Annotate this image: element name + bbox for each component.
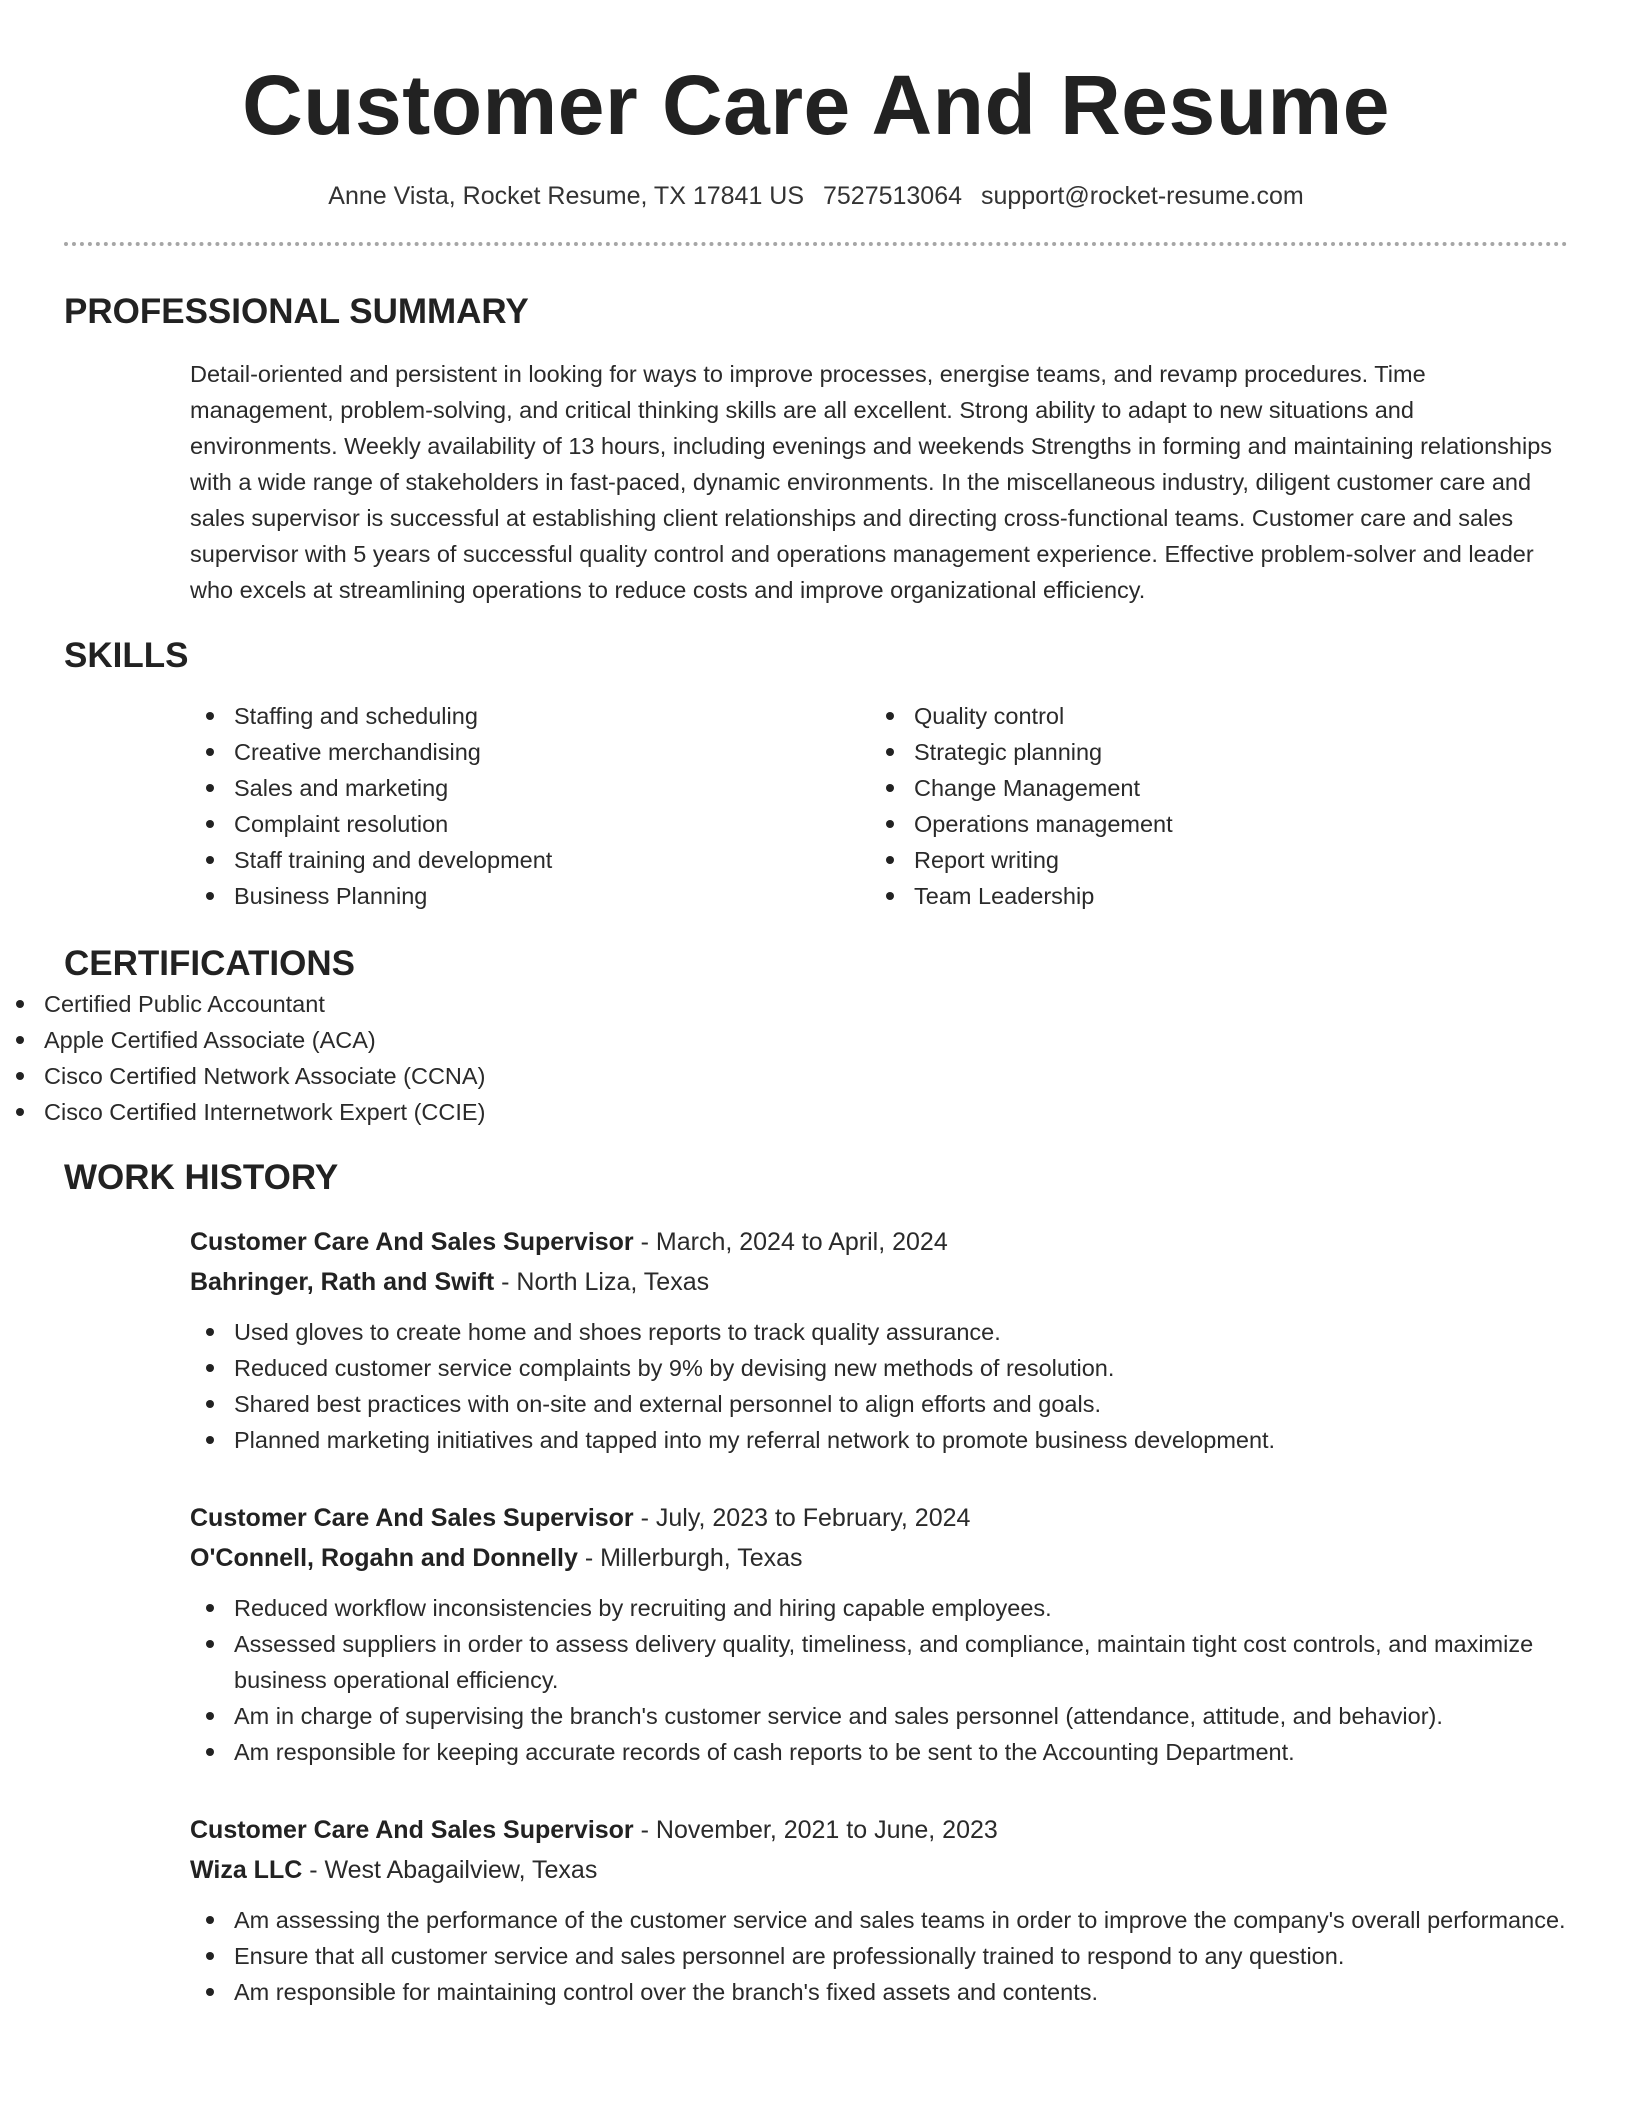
- certifications-heading: CERTIFICATIONS: [64, 944, 356, 983]
- job-company-line: [190, 1262, 1568, 1302]
- job-company-line: [190, 1538, 1568, 1578]
- job-duty: Reduced customer service complaints by 9% by devising new methods of resolution.: [190, 1350, 1568, 1386]
- skill-item: Creative merchandising: [190, 734, 870, 770]
- job-duties: [190, 1902, 1568, 2010]
- job-company: Wiza LLC: [190, 1856, 303, 1884]
- certification-item: Cisco Certified Network Associate (CCNA): [0, 1058, 1632, 1094]
- work-history-heading: WORK HISTORY: [64, 1158, 339, 1197]
- skill-item: Strategic planning: [870, 734, 1550, 770]
- job-location: - West Abagailview, Texas: [302, 1856, 598, 1884]
- job-duty: Am in charge of supervising the branch's customer service and sales personnel (attendance, attitude, and behavior).: [190, 1698, 1568, 1734]
- job-entry: [190, 1222, 1568, 1458]
- job-entry: [190, 1498, 1568, 1770]
- job-role-line: [190, 1810, 1568, 1850]
- contact-phone: 7527513064: [822, 182, 963, 210]
- summary-text: Detail-oriented and persistent in looking for ways to improve processes, energise teams, and revamp procedures. Time management, problem-solving, and critical thinking skills are all excellent. Strong ability to adapt to new situations and environments. Weekly availability of 13 hours, including evenings and weekends Strengths in forming and maintaining relationships with a wide range of stakeholders in fast-paced, dynamic environments. In the miscellaneous industry, diligent customer care and sales supervisor is successful at establishing client relationships and directing cross-functional teams. Customer care and sales supervisor with 5 years of successful quality control and operations management experience. Effective problem-solver and leader who excels at streamlining operations to reduce costs and improve organizational efficiency.: [190, 361, 1553, 603]
- contact-email: support@rocket-resume.com: [980, 182, 1304, 210]
- job-duty: Ensure that all customer service and sales personnel are professionally trained to respond to any question.: [190, 1938, 1568, 1974]
- job-role: Customer Care And Sales Supervisor: [190, 1816, 634, 1844]
- skill-item: Complaint resolution: [190, 806, 870, 842]
- skills-heading: SKILLS: [64, 636, 189, 675]
- skill-item: Operations management: [870, 806, 1550, 842]
- job-company: O'Connell, Rogahn and Donnelly: [190, 1544, 578, 1572]
- job-duty: Used gloves to create home and shoes reports to track quality assurance.: [190, 1314, 1568, 1350]
- job-role-line: [190, 1498, 1568, 1538]
- job-duties: [190, 1314, 1568, 1458]
- skill-item: Staffing and scheduling: [190, 698, 870, 734]
- job-location: - Millerburgh, Texas: [577, 1544, 803, 1572]
- skill-item: Report writing: [870, 842, 1550, 878]
- job-dates: - November, 2021 to June, 2023: [633, 1816, 998, 1844]
- header-divider: [64, 242, 1568, 246]
- certifications-list: [0, 986, 1632, 1130]
- skills-list-left: [190, 698, 870, 914]
- skill-item: Business Planning: [190, 878, 870, 914]
- job-entry: [190, 1810, 1568, 2010]
- job-duty: Am assessing the performance of the customer service and sales teams in order to improve the company's overall performance.: [190, 1902, 1568, 1938]
- job-duty: Shared best practices with on-site and external personnel to align efforts and goals.: [190, 1386, 1568, 1422]
- job-company-line: [190, 1850, 1568, 1890]
- job-role-line: [190, 1222, 1568, 1262]
- certification-item: Certified Public Accountant: [0, 986, 1632, 1022]
- job-duty: Planned marketing initiatives and tapped into my referral network to promote business development.: [190, 1422, 1568, 1458]
- skill-item: Change Management: [870, 770, 1550, 806]
- summary-heading: PROFESSIONAL SUMMARY: [64, 292, 529, 331]
- job-company: Bahringer, Rath and Swift: [190, 1268, 495, 1296]
- skill-item: Sales and marketing: [190, 770, 870, 806]
- job-duty: Am responsible for keeping accurate records of cash reports to be sent to the Accounting Department.: [190, 1734, 1568, 1770]
- skill-item: Team Leadership: [870, 878, 1550, 914]
- job-role: Customer Care And Sales Supervisor: [190, 1228, 634, 1256]
- contact-line: [0, 180, 1632, 212]
- certification-item: Cisco Certified Internetwork Expert (CCIE): [0, 1094, 1632, 1130]
- skills-list-right: [870, 698, 1550, 914]
- job-duty: Assessed suppliers in order to assess delivery quality, timeliness, and compliance, maintain tight cost controls, and maximize business operational efficiency.: [190, 1626, 1568, 1698]
- skill-item: Staff training and development: [190, 842, 870, 878]
- resume-title: Customer Care And Resume: [242, 58, 1390, 152]
- skills-columns: [190, 698, 1568, 914]
- job-duty: Reduced workflow inconsistencies by recruiting and hiring capable employees.: [190, 1590, 1568, 1626]
- job-role: Customer Care And Sales Supervisor: [190, 1504, 634, 1532]
- skill-item: Quality control: [870, 698, 1550, 734]
- certification-item: Apple Certified Associate (ACA): [0, 1022, 1632, 1058]
- contact-address: Anne Vista, Rocket Resume, TX 17841 US: [328, 182, 805, 210]
- job-dates: - July, 2023 to February, 2024: [633, 1504, 971, 1532]
- job-duty: Am responsible for maintaining control over the branch's fixed assets and contents.: [190, 1974, 1568, 2010]
- resume-header: [0, 0, 1632, 212]
- job-location: - North Liza, Texas: [494, 1268, 710, 1296]
- job-dates: - March, 2024 to April, 2024: [633, 1228, 948, 1256]
- job-duties: [190, 1590, 1568, 1770]
